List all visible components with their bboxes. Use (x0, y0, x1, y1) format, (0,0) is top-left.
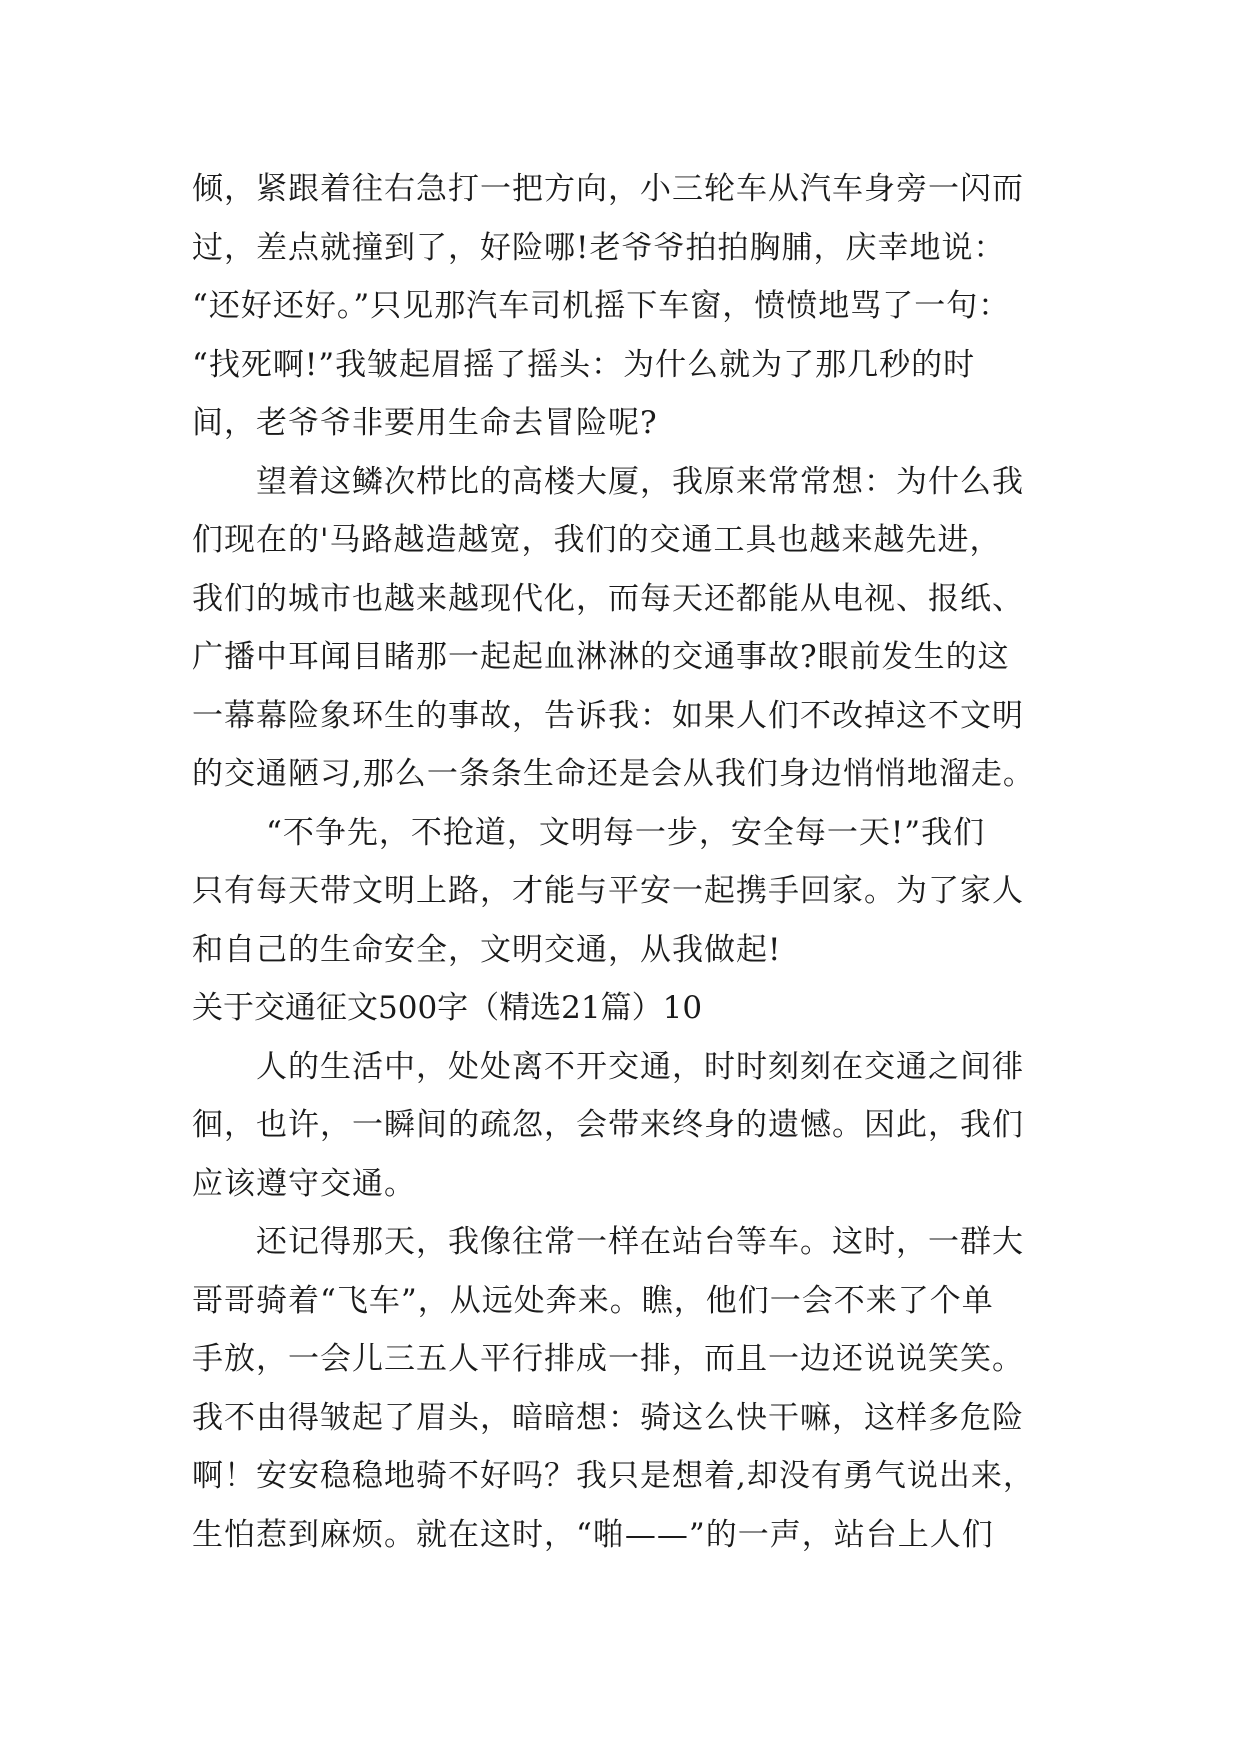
text-line: 间，老爷爷非要用生命去冒险呢? (192, 405, 658, 441)
text-line: 徊，也许，一瞬间的疏忽，会带来终身的遗憾。因此，我们 (192, 1107, 1024, 1143)
text-line: 和自己的生命安全，文明交通，从我做起! (192, 931, 782, 968)
text-line: “还好还好。”只见那汽车司机摇下车窗，愤愤地骂了一句： (192, 288, 1011, 324)
text-line: 们现在的'马路越造越宽，我们的交通工具也越来越先进， (192, 522, 1002, 558)
text-line: 的交通陋习,那么一条条生命还是会从我们身边悄悄地溜走。 (192, 756, 1035, 792)
text-line: 生怕惹到麻烦。就在这时，“啪——”的一声，站台上人们 (192, 1516, 994, 1553)
text-line: 倾，紧跟着往右急打一把方向，小三轮车从汽车身旁一闪而 (192, 171, 1024, 207)
document-body (192, 160, 1092, 1564)
text-line: 广播中耳闻目睹那一起起血淋淋的交通事故?眼前发生的这 (192, 639, 1010, 675)
paragraph-start-line: 还记得那天，我像往常一样在站台等车。这时，一群大 (256, 1224, 1024, 1260)
text-line: 过，差点就撞到了，好险哪!老爷爷拍拍胸脯，庆幸地说： (192, 229, 1006, 266)
text-line: 我们的城市也越来越现代化，而每天还都能从电视、报纸、 (192, 580, 1024, 617)
text-line: 应该遵守交通。 (192, 1165, 416, 1202)
section-heading: 关于交通征文500字（精选21篇）10 (192, 990, 703, 1026)
text-line: “找死啊!”我皱起眉摇了摇头：为什么就为了那几秒的时 (192, 346, 976, 383)
text-line: 啊！安安稳稳地骑不好吗？我只是想着,却没有勇气说出来， (192, 1458, 1035, 1494)
text-line: 一幕幕险象环生的事故，告诉我：如果人们不改掉这不文明 (192, 697, 1024, 734)
text-line: 哥哥骑着“飞车”，从远处奔来。瞧，他们一会不来了个单 (192, 1282, 994, 1319)
text-line: 我不由得皱起了眉头，暗暗想：骑这么快干嘛，这样多危险 (192, 1399, 1024, 1436)
paragraph-start-line: 人的生活中，处处离不开交通，时时刻刻在交通之间徘 (256, 1048, 1024, 1085)
text-line: 只有每天带文明上路，才能与平安一起携手回家。为了家人 (192, 873, 1024, 909)
paragraph-start-line: “不争先，不抢道，文明每一步，安全每一天!”我们 (266, 814, 986, 851)
text-line: 手放，一会儿三五人平行排成一排，而且一边还说说笑笑。 (192, 1341, 1024, 1377)
paragraph-start-line: 望着这鳞次栉比的高楼大厦，我原来常常想：为什么我 (256, 463, 1024, 500)
